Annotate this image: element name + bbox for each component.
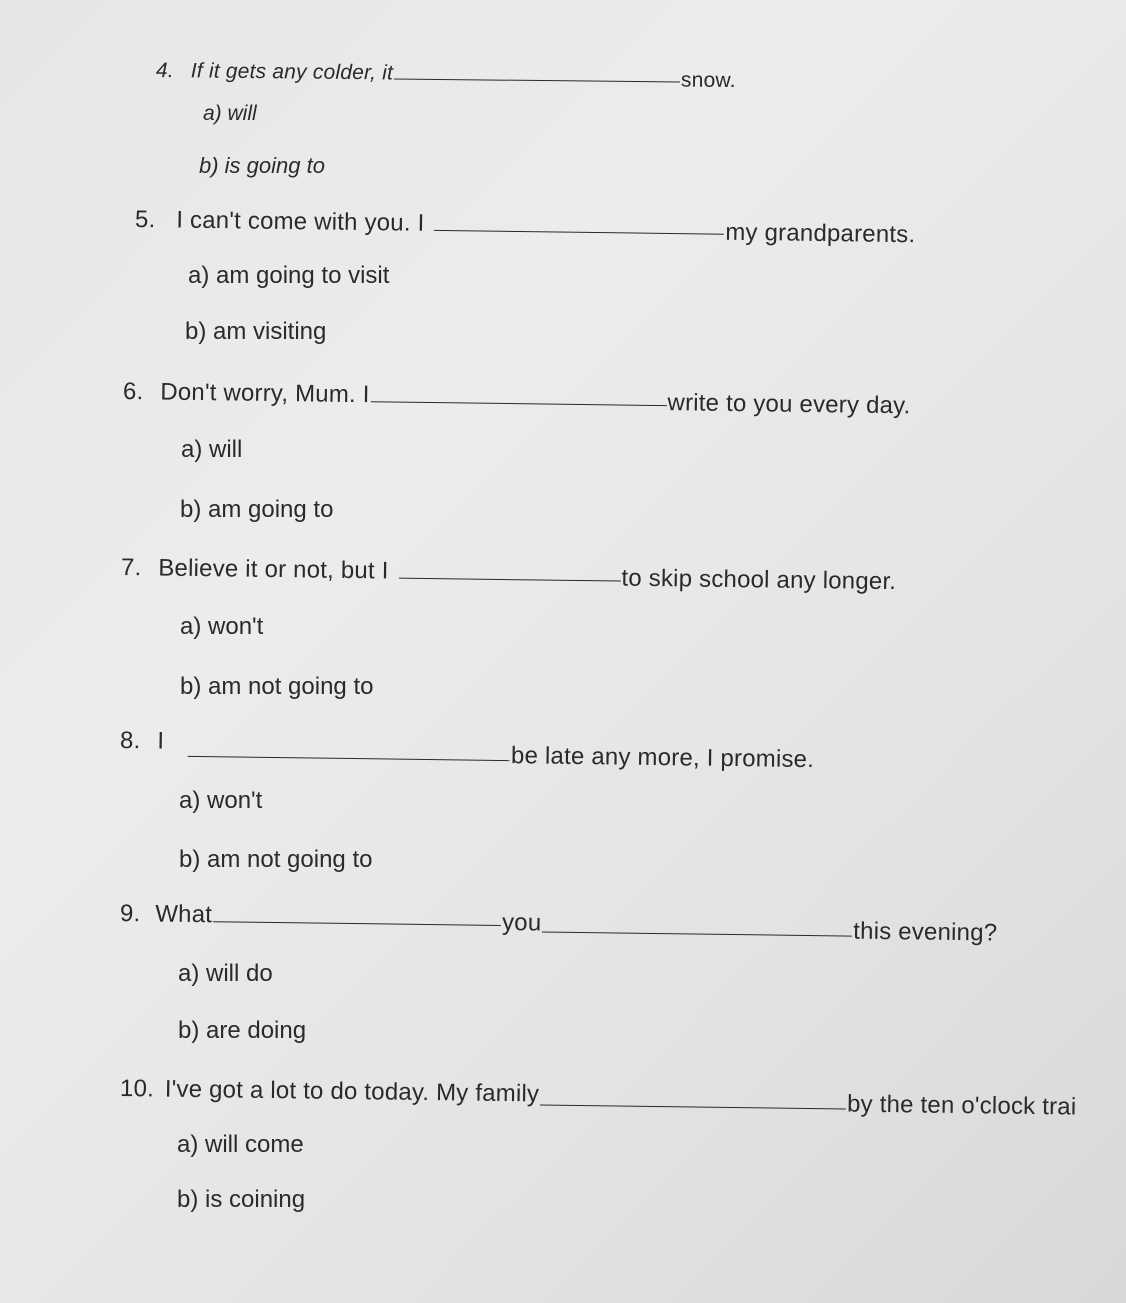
question-4-option-a: a) will [203, 102, 257, 125]
question-stem-start: I can't come with you. I [176, 206, 425, 237]
question-10-option-b: b) is coining [177, 1186, 306, 1213]
question-stem-end: by the ten o'clock trai [846, 1090, 1077, 1121]
question-9-option-a: a) will do [178, 960, 273, 987]
question-stem-end: my grandparents. [725, 218, 916, 249]
question-7-option-b: b) am not going to [180, 673, 374, 700]
question-stem-end: be late any more, I promise. [510, 742, 815, 774]
question-stem-end: this evening? [853, 917, 998, 947]
question-6-option-a: a) will [181, 436, 243, 463]
question-5-option-b: b) am visiting [185, 318, 327, 345]
question-stem-middle: you [501, 909, 542, 937]
question-9 [119, 900, 998, 947]
question-stem-start: I've got a lot to do today. My family [164, 1075, 540, 1108]
question-4-option-b: b) is going to [199, 153, 325, 178]
answer-blank [394, 77, 680, 82]
question-stem-start: What [155, 900, 213, 929]
answer-blank [188, 755, 510, 761]
question-7-option-a: a) won't [180, 613, 264, 640]
question-stem-end: write to you every day. [667, 389, 911, 420]
question-number: 8. [119, 727, 141, 755]
question-number: 7. [120, 554, 142, 582]
question-number: 4. [155, 59, 175, 83]
question-6 [122, 378, 911, 420]
question-stem-start: Believe it or not, but I [158, 554, 389, 585]
question-7 [120, 554, 897, 596]
answer-blank [434, 229, 724, 235]
question-number: 5. [134, 206, 156, 234]
answer-blank-2 [542, 931, 852, 937]
question-stem-start: Don't worry, Mum. I [160, 378, 370, 409]
question-stem-start: I [157, 727, 165, 755]
question-number: 10. [119, 1075, 155, 1103]
answer-blank [370, 400, 666, 406]
question-6-option-b: b) am going to [180, 496, 334, 523]
question-stem-start: If it gets any colder, it [190, 59, 394, 85]
question-5 [134, 206, 916, 249]
question-number: 9. [119, 900, 141, 928]
question-5-option-a: a) am going to visit [188, 262, 390, 289]
question-10 [119, 1075, 1077, 1121]
answer-blank-1 [213, 920, 501, 926]
question-8-option-b: b) am not going to [179, 846, 373, 873]
answer-blank [540, 1103, 846, 1109]
answer-blank [398, 577, 620, 582]
question-10-option-a: a) will come [177, 1131, 304, 1158]
question-number: 6. [122, 378, 144, 406]
question-8 [119, 727, 815, 774]
question-stem-end: to skip school any longer. [621, 564, 897, 596]
question-4 [155, 56, 736, 93]
question-stem-end: snow. [680, 68, 736, 93]
question-9-option-b: b) are doing [178, 1017, 307, 1044]
question-8-option-a: a) won't [179, 787, 263, 814]
